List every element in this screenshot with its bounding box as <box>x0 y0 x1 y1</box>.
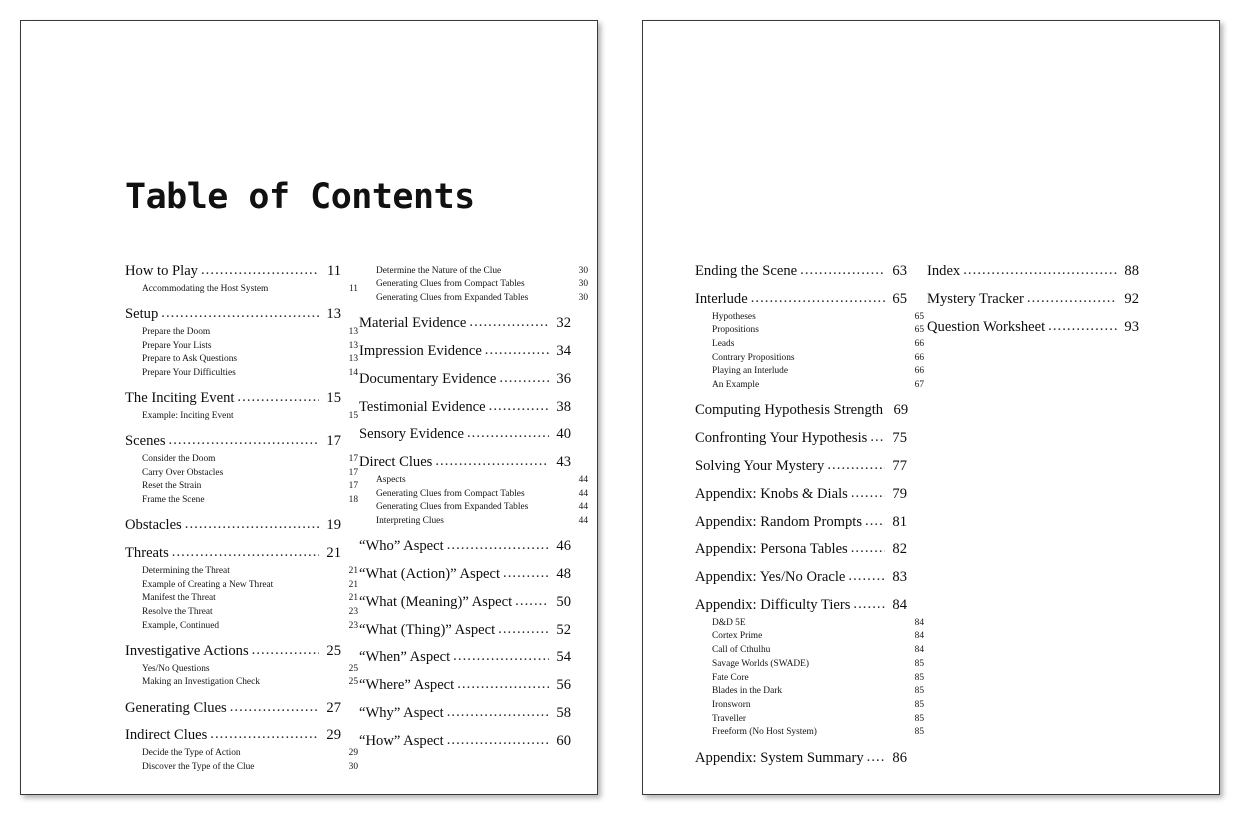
toc-entry-label: Decide the Type of Action <box>142 748 241 759</box>
toc-subentry[interactable] <box>695 617 924 629</box>
toc-leader-dots <box>457 676 549 693</box>
toc-leader-dots <box>447 732 549 749</box>
toc-entry-page-number: 15 <box>348 410 358 421</box>
toc-entry-label: Prepare the Doom <box>142 326 211 337</box>
toc-entry-page-number: 23 <box>348 620 358 631</box>
toc-subentry[interactable] <box>695 699 924 711</box>
toc-leader-dots <box>870 429 885 446</box>
toc-entry-label: Ironsworn <box>712 699 751 710</box>
toc-entry-label: Appendix: System Summary <box>695 749 864 766</box>
toc-entry-label: “Where” Aspect <box>359 677 455 694</box>
toc-entry-label: Reset the Strain <box>142 481 202 492</box>
toc-entry-label: Call of Cthulhu <box>712 645 771 656</box>
toc-entry-page-number: 14 <box>348 367 358 378</box>
toc-entry-page-number: 23 <box>348 607 358 618</box>
toc-subentry[interactable] <box>125 606 358 618</box>
toc-subentry[interactable] <box>125 283 358 295</box>
toc-entry-label: “Why” Aspect <box>359 704 444 721</box>
toc-entry-label: Blades in the Dark <box>712 686 783 697</box>
toc-entry-label: Frame the Scene <box>142 495 205 506</box>
toc-entry-page-number: 11 <box>348 283 358 294</box>
toc-entry[interactable] <box>695 597 907 614</box>
toc-entry-page-number: 58 <box>556 704 571 721</box>
toc-entry-label: Obstacles <box>125 517 182 534</box>
toc-entry-page-number: 30 <box>578 265 588 276</box>
toc-entry-label: Index <box>927 263 961 279</box>
toc-entry-page-number: 30 <box>348 761 358 772</box>
toc-entry-page-number: 43 <box>556 454 571 471</box>
toc-entry-page-number: 85 <box>914 658 924 669</box>
toc-subentry[interactable] <box>125 565 358 577</box>
toc-entry-label: Yes/No Questions <box>142 663 210 674</box>
toc-entry[interactable] <box>695 263 907 280</box>
toc-entry-page-number: 65 <box>914 325 924 336</box>
toc-entry[interactable] <box>359 705 571 722</box>
toc-leader-dots <box>453 648 549 665</box>
toc-subentry[interactable] <box>359 501 588 513</box>
toc-entry[interactable] <box>359 454 571 471</box>
toc-entry-label: Ending the Scene <box>695 263 798 279</box>
toc-entry[interactable] <box>359 622 571 639</box>
toc-entry-page-number: 29 <box>326 727 341 744</box>
toc-entry-label: Sensory Evidence <box>359 426 464 443</box>
toc-subentry[interactable] <box>695 352 924 364</box>
toc-leader-dots <box>827 457 885 474</box>
toc-entry-label: Prepare Your Difficulties <box>142 367 236 378</box>
toc-entry-page-number: 44 <box>578 516 588 526</box>
toc-leader-dots <box>169 432 319 449</box>
toc-entry-page-number: 75 <box>892 430 907 447</box>
toc-entry-page-number: 54 <box>556 649 571 666</box>
toc-subentry[interactable] <box>125 340 358 352</box>
toc-entry[interactable] <box>359 538 571 555</box>
toc-entry-label: Determining the Threat <box>142 565 230 576</box>
toc-leader-dots <box>172 544 319 561</box>
toc-entry-page-number: 60 <box>556 732 571 749</box>
toc-leader-dots <box>435 453 549 470</box>
toc-entry-page-number: 79 <box>892 485 907 502</box>
toc-entry-page-number: 32 <box>556 315 571 332</box>
toc-entry-page-number: 52 <box>556 621 571 638</box>
toc-subentry[interactable] <box>359 278 588 290</box>
toc-entry[interactable] <box>359 733 571 750</box>
toc-entry-label: “What (Action)” Aspect <box>359 566 501 582</box>
toc-entry-page-number: 46 <box>556 538 571 555</box>
toc-entry-page-number: 25 <box>326 642 341 659</box>
toc-entry-page-number: 84 <box>914 617 924 628</box>
toc-subentry[interactable] <box>125 326 358 338</box>
page-title: Table of Contents <box>125 177 475 217</box>
toc-subentry[interactable] <box>695 630 924 642</box>
toc-entry-label: Accommodating the Host System <box>142 283 269 294</box>
toc-subentry[interactable] <box>359 474 588 486</box>
toc-leader-dots <box>865 513 885 530</box>
toc-leader-dots <box>1027 290 1117 307</box>
toc-entry-page-number: 65 <box>914 311 924 322</box>
toc-entry-page-number: 17 <box>326 433 341 450</box>
toc-entry-page-number: 85 <box>914 713 924 724</box>
toc-entry-page-number: 67 <box>914 380 924 391</box>
toc-entry-page-number: 66 <box>914 366 924 377</box>
toc-entry[interactable] <box>359 677 571 694</box>
toc-leader-dots <box>851 485 885 502</box>
toc-entry-label: Computing Hypothesis Strength <box>695 402 884 419</box>
toc-entry-page-number: 92 <box>1124 290 1139 307</box>
toc-entry[interactable] <box>125 643 341 660</box>
toc-subentry[interactable] <box>695 672 924 684</box>
toc-entry-label: Appendix: Knobs & Dials <box>695 485 848 502</box>
toc-entry-page-number: 84 <box>914 645 924 656</box>
toc-entry-page-number: 11 <box>326 263 341 279</box>
toc-entry[interactable] <box>359 343 571 360</box>
toc-entry[interactable] <box>359 371 571 388</box>
toc-entry-page-number: 86 <box>892 749 907 766</box>
toc-entry-page-number: 84 <box>914 631 924 642</box>
toc-entry[interactable] <box>695 514 907 531</box>
toc-entry-page-number: 34 <box>556 342 571 359</box>
toc-leader-dots <box>963 262 1117 279</box>
toc-entry[interactable] <box>125 727 341 744</box>
toc-entry-page-number: 17 <box>348 481 358 492</box>
toc-entry-label: Mystery Tracker <box>927 290 1024 307</box>
toc-leader-dots <box>252 642 319 659</box>
toc-subentry[interactable] <box>695 365 924 377</box>
toc-entry-page-number: 85 <box>914 699 924 710</box>
toc-leader-dots <box>185 516 319 533</box>
toc-leader-dots <box>230 699 319 716</box>
toc-entry-label: Generating Clues <box>125 699 227 716</box>
toc-leader-dots <box>237 389 319 406</box>
toc-entry[interactable] <box>359 399 571 416</box>
toc-entry-label: Freeform (No Host System) <box>712 727 817 738</box>
toc-entry[interactable] <box>359 426 571 443</box>
toc-subentry[interactable] <box>125 761 358 773</box>
toc-entry-label: Prepare to Ask Questions <box>142 354 238 365</box>
toc-leader-dots <box>751 290 885 307</box>
toc-subentry[interactable] <box>695 685 924 697</box>
toc-entry-label: Threats <box>125 545 169 562</box>
toc-entry[interactable] <box>125 263 341 280</box>
toc-subentry[interactable] <box>125 663 358 675</box>
toc-entry-label: Impression Evidence <box>359 342 482 359</box>
toc-entry-label: “What (Thing)” Aspect <box>359 621 496 638</box>
toc-entry-page-number: 21 <box>348 565 358 576</box>
toc-entry-label: The Inciting Event <box>125 390 235 407</box>
toc-entry-label: “What (Meaning)” Aspect <box>359 593 513 610</box>
toc-entry[interactable] <box>125 306 341 323</box>
toc-entry-label: Playing an Interlude <box>712 366 789 377</box>
toc-entry[interactable] <box>927 319 1139 336</box>
toc-entry-label: D&D 5E <box>712 617 746 628</box>
toc-entry-label: Appendix: Persona Tables <box>695 541 848 558</box>
toc-entry-label: Savage Worlds (SWADE) <box>712 658 809 669</box>
toc-column-4 <box>927 263 1139 335</box>
toc-entry-label: Setup <box>125 306 159 322</box>
toc-entry-label: Appendix: Yes/No Oracle <box>695 569 846 586</box>
toc-entry-page-number: 44 <box>578 488 588 499</box>
toc-entry-label: Documentary Evidence <box>359 370 497 387</box>
toc-entry-label: Resolve the Threat <box>142 607 213 618</box>
toc-subentry[interactable] <box>695 311 924 323</box>
toc-leader-dots <box>498 621 549 638</box>
toc-leader-dots <box>485 342 549 359</box>
toc-subentry[interactable] <box>695 658 924 670</box>
toc-entry[interactable] <box>359 315 571 332</box>
toc-leader-dots <box>210 726 319 743</box>
toc-subentry[interactable] <box>125 676 358 688</box>
toc-entry-page-number: 65 <box>892 290 907 307</box>
toc-entry-label: “When” Aspect <box>359 649 451 666</box>
toc-entry-page-number: 30 <box>578 292 588 303</box>
toc-entry[interactable] <box>927 291 1139 308</box>
toc-subentry[interactable] <box>359 292 588 304</box>
toc-entry-label: Manifest the Threat <box>142 593 216 604</box>
toc-entry-page-number: 13 <box>326 306 341 322</box>
toc-entry-page-number: 85 <box>914 672 924 683</box>
toc-leader-dots <box>503 565 549 582</box>
toc-entry-page-number: 48 <box>556 566 571 582</box>
toc-entry[interactable] <box>695 486 907 503</box>
toc-leader-dots <box>800 262 885 279</box>
toc-entry-page-number: 21 <box>348 593 358 604</box>
toc-entry-label: Contrary Propositions <box>712 352 795 363</box>
toc-subentry[interactable] <box>125 579 358 591</box>
toc-entry[interactable] <box>695 541 907 558</box>
toc-entry[interactable] <box>927 263 1139 280</box>
toc-subentry[interactable] <box>695 338 924 350</box>
toc-entry-page-number: 15 <box>326 390 341 407</box>
toc-subentry[interactable] <box>695 726 924 738</box>
toc-entry-page-number: 13 <box>348 326 358 337</box>
toc-subentry[interactable] <box>695 713 924 725</box>
toc-entry-label: Question Worksheet <box>927 318 1046 335</box>
toc-entry-page-number: 36 <box>556 370 571 387</box>
toc-subentry[interactable] <box>695 644 924 656</box>
toc-leader-dots <box>499 370 549 387</box>
toc-subentry[interactable] <box>125 367 358 379</box>
toc-leader-dots <box>515 593 549 610</box>
toc-subentry[interactable] <box>695 379 924 391</box>
toc-leader-dots <box>447 704 549 721</box>
toc-subentry[interactable] <box>125 410 358 422</box>
toc-entry[interactable] <box>125 700 341 717</box>
toc-entry-page-number: 25 <box>348 663 358 674</box>
toc-entry-page-number: 21 <box>348 579 358 590</box>
toc-entry-label: Example of Creating a New Threat <box>142 579 274 590</box>
toc-leader-dots <box>447 537 549 554</box>
toc-leader-dots <box>867 749 885 766</box>
toc-leader-dots <box>1048 318 1117 335</box>
toc-entry-page-number: 88 <box>1124 263 1139 279</box>
toc-entry-label: Hypotheses <box>712 311 756 322</box>
toc-entry-label: Indirect Clues <box>125 727 208 744</box>
toc-entry-page-number: 77 <box>892 457 907 474</box>
toc-subentry[interactable] <box>125 620 358 632</box>
toc-entry-label: An Example <box>712 380 760 391</box>
toc-entry-label: Leads <box>712 339 735 349</box>
toc-entry-page-number: 63 <box>892 263 907 279</box>
toc-entry[interactable] <box>695 402 907 419</box>
toc-leader-dots <box>489 398 549 415</box>
toc-leader-dots <box>201 262 319 279</box>
toc-entry-label: Generating Clues from Compact Tables <box>376 488 525 499</box>
toc-entry-page-number: 66 <box>914 339 924 349</box>
toc-column-3 <box>695 263 924 766</box>
toc-entry[interactable] <box>695 291 907 308</box>
toc-entry-label: Direct Clues <box>359 454 433 471</box>
toc-entry[interactable] <box>359 594 571 611</box>
toc-entry-page-number: 13 <box>348 354 358 365</box>
toc-entry-label: Prepare Your Lists <box>142 340 212 351</box>
toc-entry-page-number: 85 <box>914 686 924 697</box>
toc-entry[interactable] <box>125 433 341 450</box>
toc-entry[interactable] <box>695 458 907 475</box>
toc-entry-label: Appendix: Difficulty Tiers <box>695 596 851 613</box>
toc-entry-page-number: 19 <box>326 517 341 534</box>
toc-entry-page-number: 50 <box>556 593 571 610</box>
toc-entry-label: Carry Over Obstacles <box>142 467 224 478</box>
toc-entry-label: “How” Aspect <box>359 732 444 749</box>
toc-column-2 <box>359 263 588 749</box>
toc-subentry[interactable] <box>125 747 358 759</box>
toc-entry-label: Material Evidence <box>359 315 467 332</box>
toc-entry-label: Determine the Nature of the Clue <box>376 265 502 276</box>
toc-entry-page-number: 38 <box>556 398 571 415</box>
toc-entry-page-number: 82 <box>892 541 907 558</box>
toc-entry-page-number: 83 <box>892 569 907 586</box>
page-right <box>642 20 1220 795</box>
toc-entry[interactable] <box>359 566 571 583</box>
toc-entry[interactable] <box>359 649 571 666</box>
toc-entry-page-number: 27 <box>326 699 341 716</box>
toc-entry-label: Consider the Doom <box>142 453 216 464</box>
toc-entry[interactable] <box>695 569 907 586</box>
toc-entry-page-number: 44 <box>578 474 588 485</box>
toc-entry-page-number: 69 <box>893 402 909 419</box>
toc-entry-label: Generating Clues from Compact Tables <box>376 279 525 290</box>
toc-subentry[interactable] <box>359 488 588 500</box>
toc-leader-dots <box>469 314 549 331</box>
toc-subentry[interactable] <box>125 494 358 506</box>
toc-subentry[interactable] <box>125 453 358 465</box>
toc-entry-label: Confronting Your Hypothesis <box>695 430 868 447</box>
toc-subentry[interactable] <box>695 324 924 336</box>
toc-entry-label: Interpreting Clues <box>376 516 444 526</box>
toc-entry[interactable] <box>125 390 341 407</box>
toc-entry-page-number: 29 <box>348 748 358 759</box>
toc-entry-page-number: 84 <box>892 596 907 613</box>
toc-entry-page-number: 13 <box>348 340 358 351</box>
toc-entry-label: Making an Investigation Check <box>142 677 260 688</box>
toc-leader-dots <box>848 568 885 585</box>
toc-leader-dots <box>161 305 319 322</box>
toc-leader-dots <box>467 425 549 442</box>
page-left <box>20 20 598 795</box>
toc-entry-label: How to Play <box>125 263 198 279</box>
toc-subentry[interactable] <box>125 467 358 479</box>
toc-subentry[interactable] <box>125 480 358 492</box>
toc-subentry[interactable] <box>125 353 358 365</box>
toc-entry-label: Investigative Actions <box>125 642 249 659</box>
toc-entry-page-number: 66 <box>914 352 924 363</box>
toc-entry-label: Interlude <box>695 290 748 307</box>
toc-entry-label: Aspects <box>376 474 406 485</box>
toc-entry-page-number: 17 <box>348 467 358 478</box>
toc-entry-page-number: 18 <box>348 495 358 506</box>
toc-entry-page-number: 40 <box>556 426 571 443</box>
toc-entry-label: “Who” Aspect <box>359 538 444 555</box>
toc-entry-label: Example: Inciting Event <box>142 410 234 421</box>
toc-entry-label: Example, Continued <box>142 620 220 631</box>
toc-entry[interactable] <box>695 750 907 767</box>
toc-entry-page-number: 56 <box>556 677 571 694</box>
toc-entry-page-number: 30 <box>578 279 588 290</box>
toc-entry-page-number: 93 <box>1124 318 1139 335</box>
toc-entry-label: Generating Clues from Expanded Tables <box>376 502 529 513</box>
toc-subentry[interactable] <box>359 515 588 527</box>
toc-leader-dots <box>853 596 885 613</box>
toc-entry-label: Fate Core <box>712 672 749 683</box>
toc-subentry[interactable] <box>125 592 358 604</box>
toc-entry-page-number: 17 <box>348 453 358 464</box>
toc-entry-label: Scenes <box>125 433 166 450</box>
toc-subentry[interactable] <box>359 265 588 277</box>
toc-entry-label: Discover the Type of the Clue <box>142 761 255 772</box>
toc-leader-dots <box>851 540 885 557</box>
toc-entry-label: Testimonial Evidence <box>359 398 486 415</box>
toc-entry-page-number: 44 <box>578 502 588 513</box>
toc-entry-label: Propositions <box>712 325 759 336</box>
toc-entry[interactable] <box>125 517 341 534</box>
toc-entry-label: Appendix: Random Prompts <box>695 513 863 530</box>
toc-entry-page-number: 21 <box>326 545 341 562</box>
toc-entry-page-number: 81 <box>892 513 907 530</box>
toc-entry-label: Cortex Prime <box>712 631 763 642</box>
toc-entry-label: Generating Clues from Expanded Tables <box>376 292 529 303</box>
toc-entry-page-number: 85 <box>914 727 924 738</box>
toc-column-1 <box>125 263 358 773</box>
toc-entry-label: Solving Your Mystery <box>695 457 825 474</box>
toc-entry[interactable] <box>695 430 907 447</box>
toc-entry-page-number: 25 <box>348 677 358 688</box>
toc-entry-label: Traveller <box>712 713 747 724</box>
toc-entry[interactable] <box>125 545 341 562</box>
